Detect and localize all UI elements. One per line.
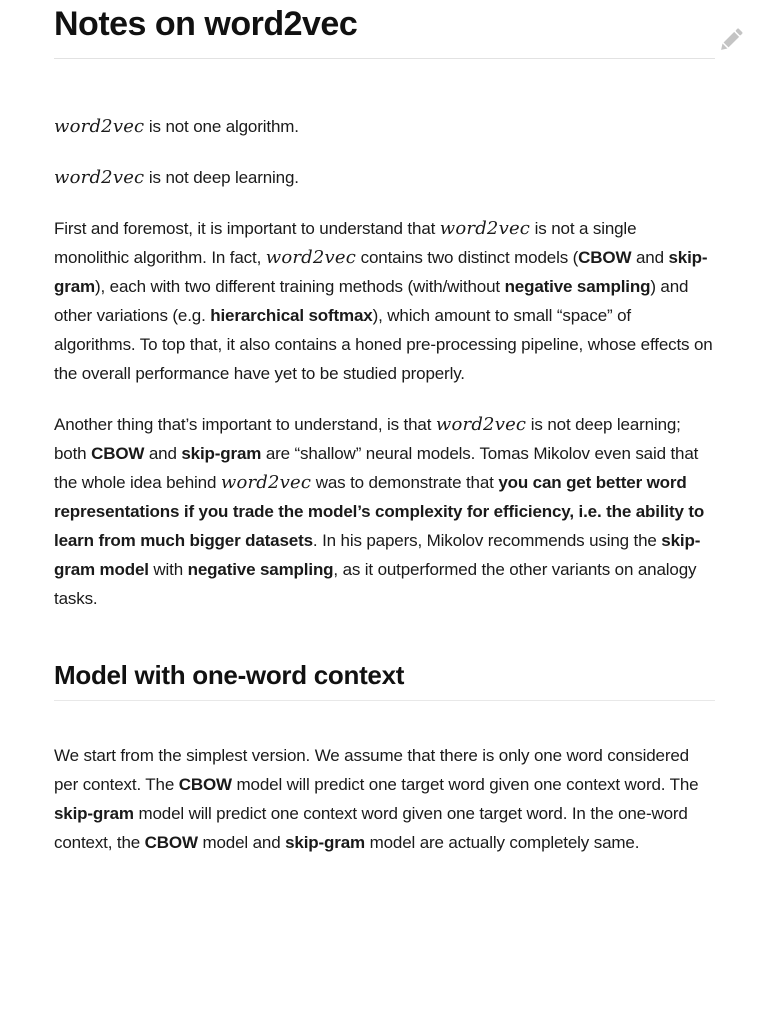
text-run: and bbox=[144, 444, 182, 463]
text-run: . In his papers, Mikolov recommends using the bbox=[312, 531, 662, 550]
text-run: model and bbox=[197, 833, 286, 852]
text-run: was to demonstrate that bbox=[311, 473, 499, 492]
text-run: model will predict one target word given one context word. The bbox=[231, 775, 699, 794]
bold-cbow: CBOW bbox=[178, 775, 232, 794]
text-run: ), each with two different training methods (with/without bbox=[94, 277, 505, 296]
bold-skip-gram: skip-gram bbox=[285, 833, 365, 852]
text-run: model are actually completely same. bbox=[365, 833, 640, 852]
paragraph-another-thing bbox=[54, 410, 715, 613]
paragraph-not-deep-learning bbox=[54, 163, 715, 192]
text-run: We start from the simplest version. We assume that there is only one word considered per context. The bbox=[54, 746, 689, 794]
edit-page-button[interactable] bbox=[716, 25, 746, 55]
bold-key-idea: you can get better word representations if you trade the model’s complexity for efficiency, i.e. the ability to learn from much bigger datasets bbox=[54, 473, 705, 550]
section-heading: Model with one-word context bbox=[54, 660, 405, 690]
text-run: , as it outperformed the other variants on analogy tasks. bbox=[54, 560, 697, 608]
math-term: word2vec bbox=[54, 116, 145, 137]
text-run: and bbox=[631, 248, 669, 267]
section-divider bbox=[54, 700, 715, 701]
text-run: is not a single monolithic algorithm. In fact, bbox=[54, 219, 637, 267]
title-divider bbox=[54, 58, 715, 59]
text-run: First and foremost, it is important to understand that bbox=[54, 219, 440, 238]
bold-negative-sampling: negative sampling bbox=[187, 560, 334, 579]
paragraph-not-one-algorithm bbox=[54, 112, 715, 141]
text-run: ), which amount to small “space” of algorithms. To top that, it also contains a honed pre-processing pipeline, whose effects on the overall performance have yet to be studied properly. bbox=[54, 306, 713, 383]
article bbox=[54, 0, 715, 857]
text-run: model will predict one context word given one target word. In the one-word context, the bbox=[54, 804, 688, 852]
bold-cbow: CBOW bbox=[144, 833, 198, 852]
bold-negative-sampling: negative sampling bbox=[504, 277, 651, 296]
math-term: word2vec bbox=[265, 247, 357, 268]
bold-cbow: CBOW bbox=[91, 444, 145, 463]
bold-skip-gram-model: skip-gram model bbox=[54, 531, 701, 579]
math-term: word2vec bbox=[220, 472, 312, 493]
text-run: ) and other variations (e.g. bbox=[54, 277, 689, 325]
text-run: with bbox=[148, 560, 188, 579]
paragraph-text: is not deep learning. bbox=[144, 168, 299, 187]
math-term: word2vec bbox=[439, 218, 531, 239]
paragraph-simplest-version bbox=[54, 741, 715, 857]
bold-cbow: CBOW bbox=[578, 248, 632, 267]
paragraph-first-and-foremost bbox=[54, 214, 715, 388]
bold-skip-gram: skip-gram bbox=[54, 804, 134, 823]
math-term: word2vec bbox=[54, 167, 145, 188]
text-run: are “shallow” neural models. Tomas Mikolov even said that the whole idea behind bbox=[54, 444, 699, 492]
math-term: word2vec bbox=[435, 414, 527, 435]
bold-skip-gram: skip-gram bbox=[54, 248, 708, 296]
text-run: contains two distinct models ( bbox=[356, 248, 579, 267]
text-run: is not deep learning; both bbox=[54, 415, 681, 463]
page-title: Notes on word2vec bbox=[54, 5, 358, 43]
pencil-icon bbox=[716, 25, 746, 55]
text-run: Another thing that’s important to understand, is that bbox=[54, 415, 436, 434]
bold-skip-gram: skip-gram bbox=[181, 444, 262, 463]
bold-hierarchical-softmax: hierarchical softmax bbox=[210, 306, 373, 325]
paragraph-text: is not one algorithm. bbox=[144, 117, 299, 136]
